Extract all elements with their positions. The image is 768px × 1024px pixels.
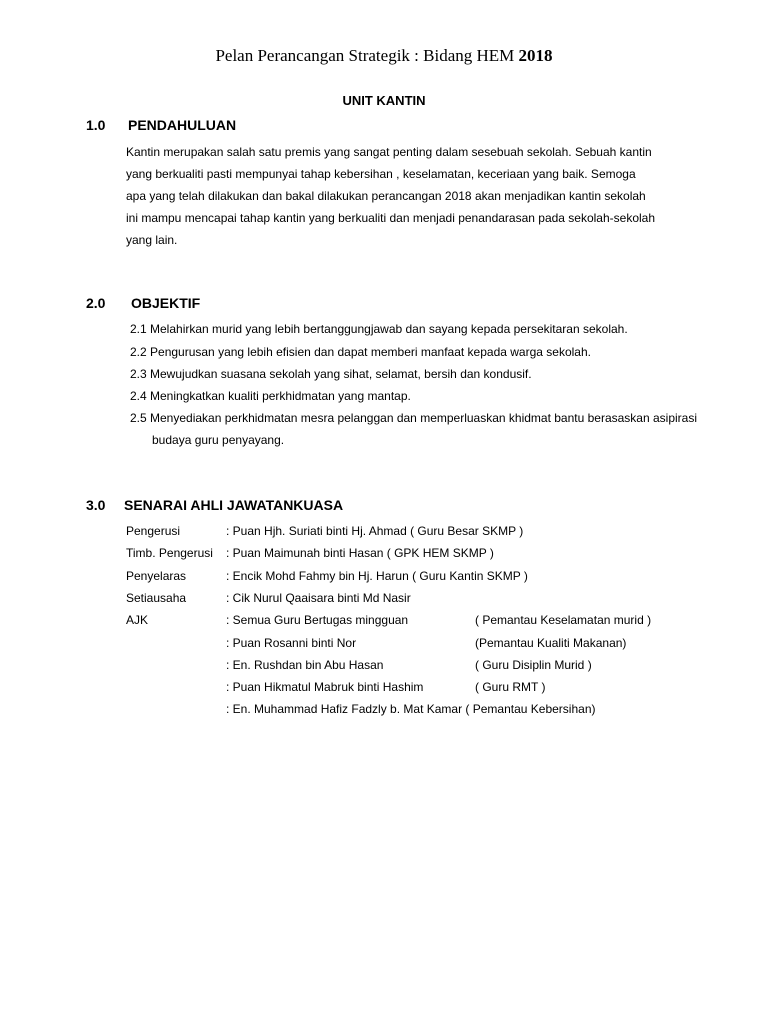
committee-member: : Puan Hjh. Suriati binti Hj. Ahmad ( Guru Besar SKMP ) (226, 524, 524, 538)
section-committee-heading (86, 497, 344, 513)
intro-line: ini mampu mencapai tahap kantin yang berkualiti dan menjadi penandarasan pada sekolah-sekolah (126, 211, 656, 225)
committee-duty: ( Guru RMT ) (475, 680, 546, 694)
committee-member: : Cik Nurul Qaaisara binti Md Nasir (226, 591, 411, 605)
committee-duty: ( Pemantau Keselamatan murid ) (475, 613, 652, 627)
section-number: 2.0 (86, 295, 106, 311)
intro-line: apa yang telah dilakukan dan bakal dilakukan perancangan 2018 akan menjadikan kantin sekolah (126, 189, 646, 203)
objective-item: 2.2 Pengurusan yang lebih efisien dan dapat memberi manfaat kepada warga sekolah. (130, 345, 591, 359)
intro-line: yang berkualiti pasti mempunyai tahap kebersihan , keselamatan, keceriaan yang baik. Semoga (126, 167, 636, 181)
unit-title: UNIT KANTIN (342, 93, 426, 108)
intro-line: Kantin merupakan salah satu premis yang sangat penting dalam sesebuah sekolah. Sebuah kantin (126, 145, 652, 159)
objective-item: 2.3 Mewujudkan suasana sekolah yang sihat, selamat, bersih dan kondusif. (130, 367, 532, 381)
committee-member: : En. Muhammad Hafiz Fadzly b. Mat Kamar ( Pemantau Kebersihan) (226, 702, 596, 716)
section-number: 1.0 (86, 117, 106, 133)
section-number: 3.0 (86, 497, 106, 513)
committee-role: Penyelaras (126, 569, 187, 583)
section-intro-heading (86, 117, 237, 133)
committee-member: : Encik Mohd Fahmy bin Hj. Harun ( Guru Kantin SKMP ) (226, 569, 528, 583)
section-title: SENARAI AHLI JAWATANKUASA (124, 497, 344, 513)
committee-member: : Semua Guru Bertugas mingguan (226, 613, 409, 627)
objective-item: 2.1 Melahirkan murid yang lebih bertanggungjawab dan sayang kepada persekitaran sekolah. (130, 322, 628, 336)
committee-role: AJK (126, 613, 149, 627)
objective-item: 2.5 Menyediakan perkhidmatan mesra pelanggan dan memperluaskan khidmat bantu berasaskan asipirasi budaya guru penyayang. (130, 411, 697, 447)
intro-line: yang lain. (126, 233, 178, 247)
committee-role: Setiausaha (126, 591, 187, 605)
document-title (0, 46, 768, 66)
document-title-year: 2018 (518, 46, 553, 65)
section-objectives-heading (86, 295, 201, 311)
committee-member: : Puan Rosanni binti Nor (226, 636, 357, 650)
document-title-text: Pelan Perancangan Strategik : Bidang HEM (215, 46, 515, 65)
committee-role: Pengerusi (126, 524, 181, 538)
committee-member: : En. Rushdan bin Abu Hasan (226, 658, 384, 672)
objective-item: 2.4 Meningkatkan kualiti perkhidmatan yang mantap. (130, 389, 411, 403)
committee-duty: (Pemantau Kualiti Makanan) (475, 636, 627, 650)
committee-duty: ( Guru Disiplin Murid ) (475, 658, 592, 672)
committee-member: : Puan Maimunah binti Hasan ( GPK HEM SKMP ) (226, 546, 494, 560)
section-title: OBJEKTIF (131, 295, 201, 311)
committee-member: : Puan Hikmatul Mabruk binti Hashim (226, 680, 424, 694)
section-title: PENDAHULUAN (128, 117, 237, 133)
committee-role: Timb. Pengerusi (126, 546, 213, 560)
